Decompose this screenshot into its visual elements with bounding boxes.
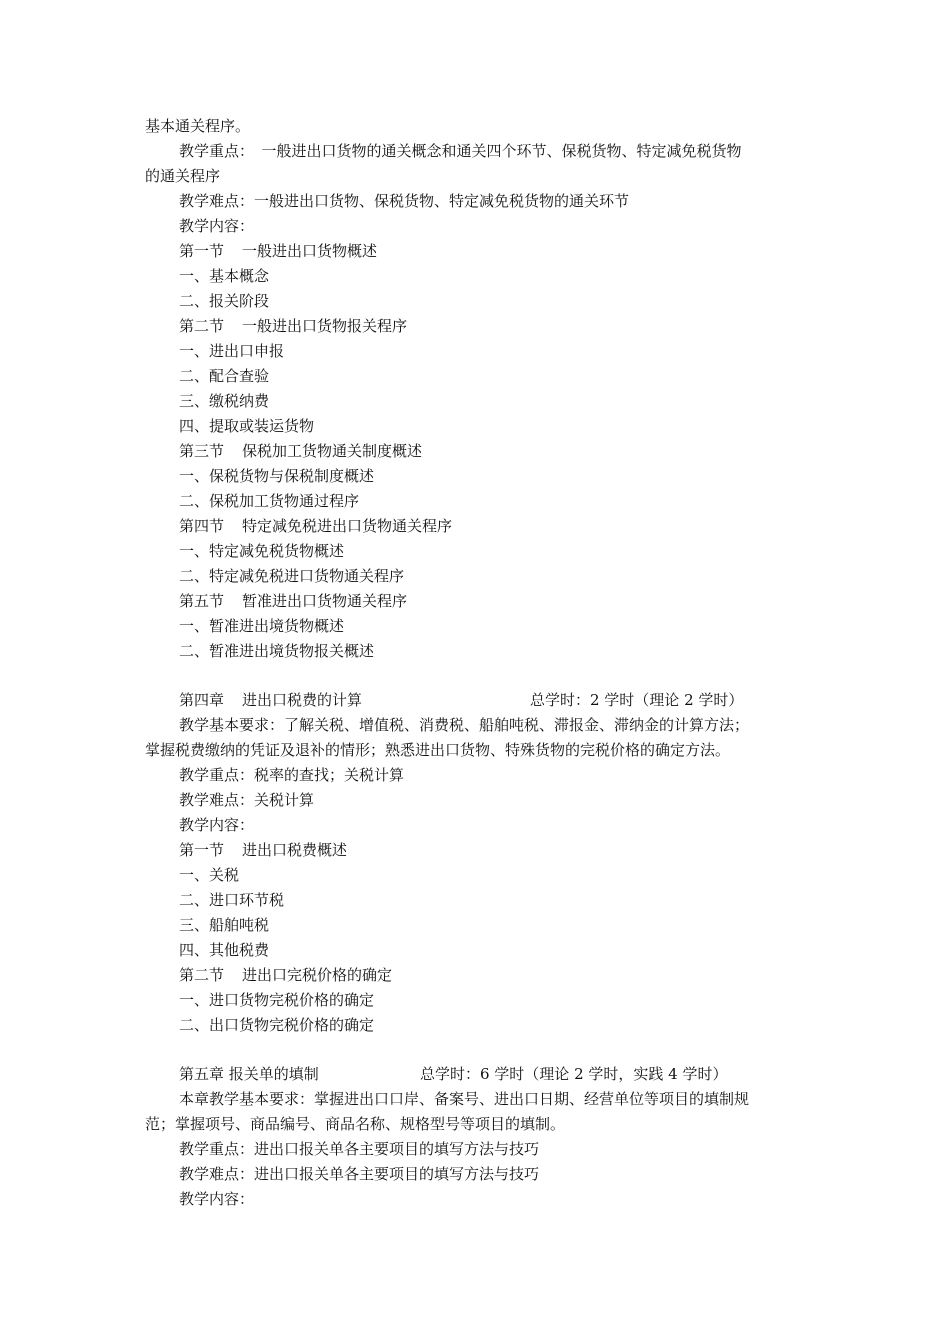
section-title: 特定减免税进出口货物通关程序 — [242, 517, 453, 535]
section-number: 第二节 — [179, 317, 225, 335]
key-points-line: 教学重点：税率的查找；关税计算 — [179, 766, 405, 784]
list-item: 二、报关阶段 — [179, 292, 270, 310]
list-item: 二、进口环节税 — [179, 891, 285, 909]
list-item: 四、其他税费 — [179, 941, 270, 959]
difficulty-line: 教学难点：关税计算 — [179, 791, 315, 809]
list-item: 二、特定减免税进口货物通关程序 — [179, 567, 405, 585]
chapter-hours: 总学时：2 学时（理论 2 学时） — [530, 691, 744, 709]
list-item: 一、进出口申报 — [179, 342, 285, 360]
list-item: 二、暂准进出境货物报关概述 — [179, 642, 375, 660]
list-item: 一、保税货物与保税制度概述 — [179, 467, 375, 485]
difficulty-line: 教学难点：一般进出口货物、保税货物、特定减免税货物的通关环节 — [179, 192, 630, 210]
section-number: 第一节 — [179, 242, 225, 260]
list-item: 一、关税 — [179, 866, 240, 884]
section-title: 暂准进出口货物通关程序 — [242, 592, 408, 610]
list-item: 三、缴税纳费 — [179, 392, 270, 410]
content-label: 教学内容： — [179, 1190, 255, 1208]
content-label: 教学内容： — [179, 217, 255, 235]
section-number: 第四节 — [179, 517, 225, 535]
section-title: 一般进出口货物报关程序 — [242, 317, 408, 335]
text-line: 基本通关程序。 — [145, 117, 251, 135]
section-number: 第三节 — [179, 442, 225, 460]
section-number: 第二节 — [179, 966, 225, 984]
chapter-number: 第四章 — [179, 691, 225, 709]
list-item: 一、特定减免税货物概述 — [179, 542, 345, 560]
section-heading — [179, 239, 377, 263]
key-points-line: 教学重点：进出口报关单各主要项目的填写方法与技巧 — [179, 1140, 540, 1158]
section-title: 进出口税费概述 — [242, 841, 348, 859]
requirements-line: 教学基本要求：了解关税、增值税、消费税、船舶吨税、滞报金、滞纳金的计算方法； — [179, 716, 750, 734]
section-number: 第一节 — [179, 841, 225, 859]
section-number: 第五节 — [179, 592, 225, 610]
section-title: 进出口完税价格的确定 — [242, 966, 393, 984]
section-title: 一般进出口货物概述 — [242, 242, 378, 260]
requirements-line: 本章教学基本要求：掌握进出口口岸、备案号、进出口日期、经营单位等项目的填制规 — [179, 1090, 750, 1108]
section-title: 保税加工货物通关制度概述 — [242, 442, 423, 460]
list-item: 四、提取或装运货物 — [179, 417, 315, 435]
requirements-line: 范；掌握项号、商品编号、商品名称、规格型号等项目的填制。 — [145, 1115, 566, 1133]
section-heading — [179, 589, 407, 613]
section-heading — [179, 963, 392, 987]
section-heading — [179, 439, 422, 463]
list-item: 二、保税加工货物通过程序 — [179, 492, 360, 510]
list-item: 一、暂准进出境货物概述 — [179, 617, 345, 635]
chapter-hours: 总学时：6 学时（理论 2 学时，实践 4 学时） — [420, 1065, 728, 1083]
chapter-title: 进出口税费的计算 — [242, 691, 363, 709]
list-item: 三、船舶吨税 — [179, 916, 270, 934]
section-heading — [179, 838, 347, 862]
key-points-line: 教学重点： 一般进出口货物的通关概念和通关四个环节、保税货物、特定减免税货物 — [179, 142, 742, 160]
content-label: 教学内容： — [179, 816, 255, 834]
chapter-heading — [179, 688, 362, 712]
list-item: 二、配合查验 — [179, 367, 270, 385]
section-heading — [179, 314, 407, 338]
list-item: 一、基本概念 — [179, 267, 270, 285]
text-line: 的通关程序 — [145, 167, 221, 185]
requirements-line: 掌握税费缴纳的凭证及退补的情形；熟悉进出口货物、特殊货物的完税价格的确定方法。 — [145, 741, 731, 759]
section-heading — [179, 514, 452, 538]
chapter-heading: 第五章 报关单的填制 — [179, 1065, 319, 1083]
list-item: 二、出口货物完税价格的确定 — [179, 1016, 375, 1034]
difficulty-line: 教学难点：进出口报关单各主要项目的填写方法与技巧 — [179, 1165, 540, 1183]
list-item: 一、进口货物完税价格的确定 — [179, 991, 375, 1009]
